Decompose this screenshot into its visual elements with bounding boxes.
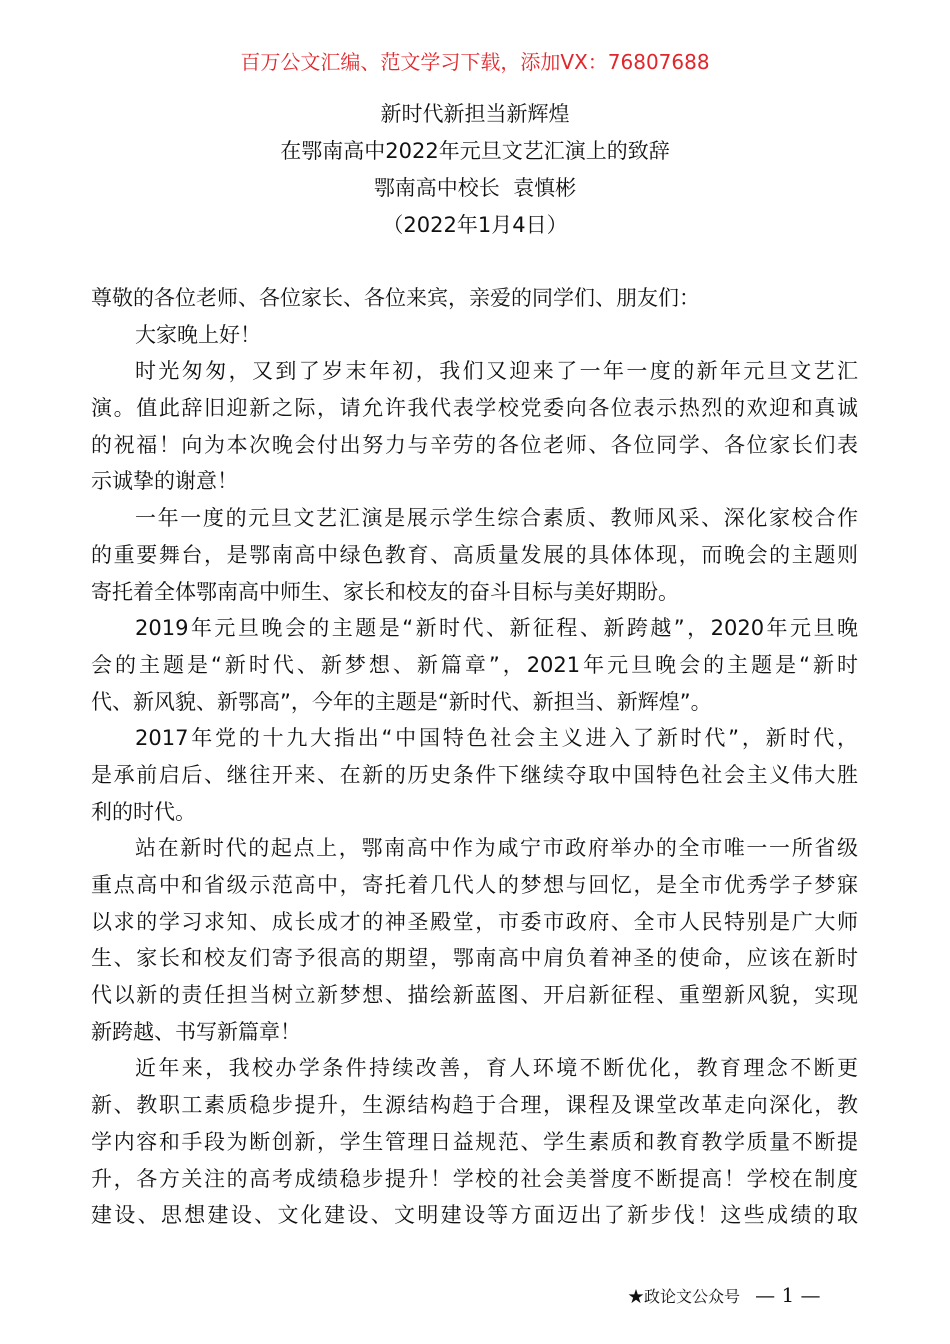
body-text-line: 近年来，我校办学条件持续改善，育人环境不断优化，教育理念不断更 [135, 1056, 858, 1081]
body-text-line: 寄托着全体鄂南高中师生、家长和校友的奋斗目标与美好期盼。 [91, 579, 679, 604]
page-footer [628, 1283, 821, 1307]
body-text-line: 利的时代。 [91, 799, 196, 824]
body-text-line: 一年一度的元旦文艺汇演是展示学生综合素质、教师风采、深化家校合作 [135, 506, 858, 531]
body-text-line: 2019年元旦晚会的主题是“新时代、新征程、新跨越”，2020年元旦晚 [135, 616, 858, 641]
body-text-line: 学内容和手段为断创新，学生管理日益规范、学生素质和教育教学质量不断提 [91, 1129, 858, 1154]
page-number: — 1 — [755, 1283, 821, 1307]
footer-source: ★政论文公众号 [628, 1287, 741, 1306]
body-text-line: 生、家长和校友们寄予很高的期望，鄂南高中肩负着神圣的使命，应该在新时 [91, 946, 858, 971]
body-text-line: 以求的学习求知、成长成才的神圣殿堂，市委市政府、全市人民特别是广大师 [91, 909, 858, 934]
body-text-line: 会的主题是“新时代、新梦想、新篇章”，2021年元旦晚会的主题是“新时 [91, 652, 858, 677]
body-text-line: 尊敬的各位老师、各位家长、各位来宾，亲爱的同学们、朋友们： [91, 286, 700, 310]
watermark-banner: 百万公文汇编、范文学习下载，添加VX：76807688 [240, 50, 710, 74]
document-author: 鄂南高中校长 袁慎彬 [373, 176, 577, 200]
body-text-line: 大家晚上好！ [135, 322, 261, 347]
body-text-line: 的重要舞台，是鄂南高中绿色教育、高质量发展的具体体现，而晚会的主题则 [91, 542, 858, 567]
body-text-line: 重点高中和省级示范高中，寄托着几代人的梦想与回忆，是全市优秀学子梦寐 [91, 873, 858, 897]
body-text-line: 时光匆匆，又到了岁末年初，我们又迎来了一年一度的新年元旦文艺汇 [135, 359, 858, 384]
document-body [91, 280, 858, 1234]
body-text-line: 建设、思想建设、文化建设、文明建设等方面迈出了新步伐！这些成绩的取 [91, 1203, 858, 1228]
document-subtitle: 在鄂南高中2022年元旦文艺汇演上的致辞 [280, 139, 670, 163]
body-text-line: 站在新时代的起点上，鄂南高中作为咸宁市政府举办的全市唯一一所省级 [135, 836, 858, 861]
body-text-line: 是承前启后、继往开来、在新的历史条件下继续夺取中国特色社会主义伟大胜 [91, 762, 858, 787]
body-text-line: 的祝福！向为本次晚会付出努力与辛劳的各位老师、各位同学、各位家长们表 [91, 432, 858, 457]
body-text-line: 代、新风貌、新鄂高”，今年的主题是“新时代、新担当、新辉煌”。 [91, 689, 712, 714]
document-date: （2022年1月4日） [382, 213, 568, 237]
body-text-line: 升，各方关注的高考成绩稳步提升！学校的社会美誉度不断提高！学校在制度 [91, 1166, 858, 1191]
body-text-line: 2017年党的十九大指出“中国特色社会主义进入了新时代”，新时代， [135, 726, 858, 751]
body-text-line: 新跨越、书写新篇章！ [91, 1019, 301, 1044]
body-text-line: 代以新的责任担当树立新梦想、描绘新蓝图、开启新征程、重塑新风貌，实现 [91, 983, 858, 1008]
body-text-line: 演。值此辞旧迎新之际，请允许我代表学校党委向各位表示热烈的欢迎和真诚 [91, 396, 858, 421]
body-text-line: 示诚挚的谢意！ [91, 469, 238, 494]
document-title: 新时代新担当新辉煌 [380, 102, 570, 126]
body-text-line: 新、教职工素质稳步提升，生源结构趋于合理，课程及课堂改革走向深化，教 [91, 1093, 858, 1118]
